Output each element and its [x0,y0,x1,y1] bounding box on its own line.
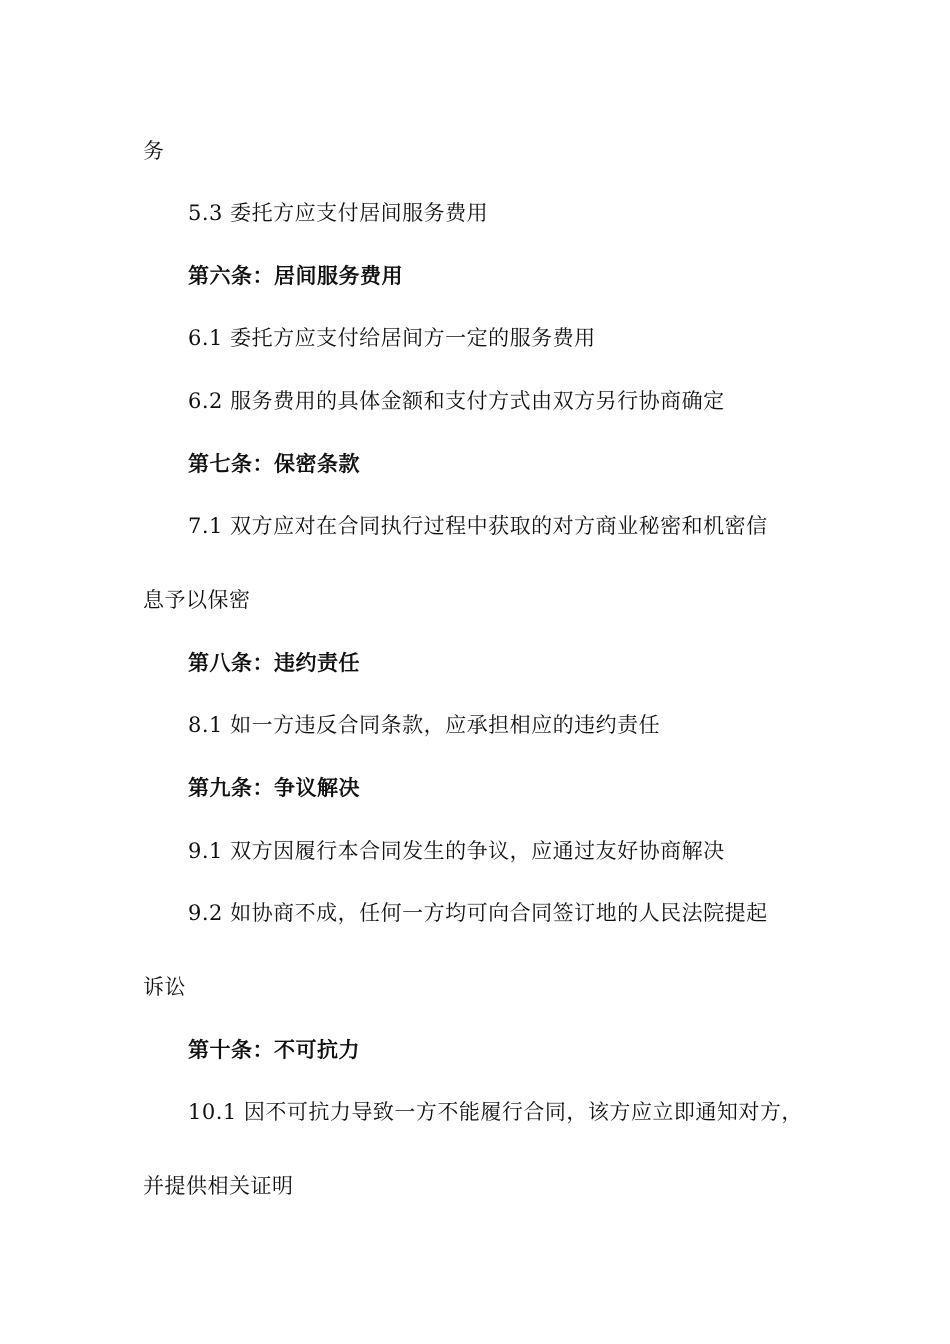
article-8-heading: 第八条：违约责任 [188,651,360,675]
clause-10-1-continuation: 并提供相关证明 [143,1174,294,1198]
clause-9-2-continuation: 诉讼 [143,975,186,999]
article-9-heading: 第九条：争议解决 [188,776,360,800]
clause-7-1-continuation: 息予以保密 [143,588,251,612]
clause-10-1: 10.1 因不可抗力导致一方不能履行合同，该方应立即通知对方， [188,1100,803,1124]
article-7-heading: 第七条：保密条款 [188,452,360,476]
clause-7-1: 7.1 双方应对在合同执行过程中获取的对方商业秘密和机密信 [188,514,768,538]
clause-8-1: 8.1 如一方违反合同条款，应承担相应的违约责任 [188,713,661,737]
clause-9-1: 9.1 双方因履行本合同发生的争议，应通过友好协商解决 [188,839,725,863]
clause-9-2: 9.2 如协商不成，任何一方均可向合同签订地的人民法院提起 [188,901,768,925]
clause-6-1: 6.1 委托方应支付给居间方一定的服务费用 [188,326,596,350]
clause-5-3: 5.3 委托方应支付居间服务费用 [188,201,489,225]
article-6-heading: 第六条：居间服务费用 [188,264,403,288]
clause-6-2: 6.2 服务费用的具体金额和支付方式由双方另行协商确定 [188,389,725,413]
article-10-heading: 第十条：不可抗力 [188,1038,360,1062]
continuation-line: 务 [143,139,165,163]
